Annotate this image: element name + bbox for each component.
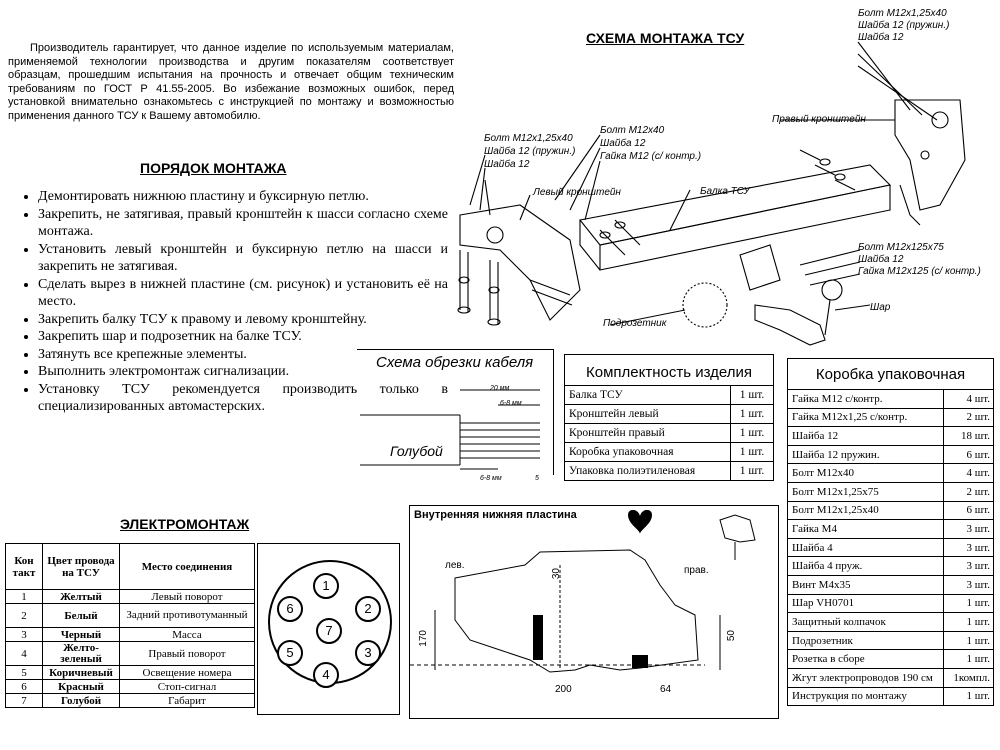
packing-item-qty: 6 шт.	[944, 445, 994, 464]
table-row	[788, 390, 994, 409]
pin-2: 2	[355, 596, 381, 622]
packing-item-name: Винт М4х35	[788, 575, 944, 594]
assembly-step: • Закрепить, не затягивая, правый кронштейн к шасси согласно схеме монтажа.	[38, 206, 448, 241]
plate-dim-64: 64	[660, 684, 672, 695]
electro-table	[5, 543, 255, 708]
table-row	[565, 424, 774, 443]
diagram-title: СХЕМА МОНТАЖА ТСУ	[586, 30, 745, 46]
table-row	[788, 687, 994, 706]
table-row	[788, 464, 994, 483]
pin-6: 6	[277, 596, 303, 622]
table-row	[788, 445, 994, 464]
table-row	[788, 631, 994, 650]
assembly-title: ПОРЯДОК МОНТАЖА	[140, 160, 287, 176]
plate-dim-30: 30	[551, 568, 562, 580]
table-row	[6, 666, 255, 680]
contact-number: 2	[6, 604, 43, 628]
packing-item-name: Розетка в сборе	[788, 650, 944, 669]
table-row	[788, 427, 994, 446]
contact-number: 4	[6, 642, 43, 666]
packing-item-qty: 2 шт.	[944, 482, 994, 501]
wire-color: Желто-зеленый	[43, 642, 120, 666]
packing-item-name: Шайба 4	[788, 538, 944, 557]
table-row	[788, 520, 994, 539]
contact-number: 1	[6, 590, 43, 604]
table-row	[6, 628, 255, 642]
label-ball: Шар	[870, 302, 891, 313]
kit-item-qty: 1 шт.	[731, 462, 774, 481]
label-top-right-1: Болт М12х1,25х40	[858, 8, 947, 19]
packing-item-qty: 1 шт.	[944, 650, 994, 669]
cable-drawing	[360, 375, 550, 475]
kit-title: Комплектность изделия	[565, 355, 774, 386]
label-right-bracket: Правый кронштейн	[772, 114, 866, 125]
kit-item-qty: 1 шт.	[731, 405, 774, 424]
header-contact: Кон такт	[6, 544, 43, 590]
packing-item-name: Болт М12х1,25х75	[788, 482, 944, 501]
assembly-step: • Установить левый кронштейн и буксирную петлю на шасси и закрепить не затягивая.	[38, 241, 448, 276]
label-left-group-3: Шайба 12	[484, 159, 530, 170]
table-row	[788, 408, 994, 427]
table-row	[788, 650, 994, 669]
header-place: Место соединения	[120, 544, 255, 590]
packing-item-name: Жгут электропроводов 190 см	[788, 668, 944, 687]
packing-item-qty: 1 шт.	[944, 631, 994, 650]
packing-item-name: Гайка М12х1,25 с/контр.	[788, 408, 944, 427]
label-left-group-2: Шайба 12 (пружин.)	[484, 146, 576, 157]
connection-place: Габарит	[120, 694, 255, 708]
kit-item-name: Балка ТСУ	[565, 386, 731, 405]
assembly-step: • Выполнить электромонтаж сигнализации.	[38, 363, 448, 381]
cable-scheme-title: Схема обрезки кабеля	[376, 354, 534, 371]
cable-dim-small: 5	[535, 475, 539, 482]
cable-wire-label: Голубой	[390, 443, 443, 459]
kit-item-name: Кронштейн правый	[565, 424, 731, 443]
assembly-step: • Сделать вырез в нижней пластине (см. рисунок) и установить её на место.	[38, 276, 448, 311]
packing-item-name: Шайба 4 пруж.	[788, 557, 944, 576]
wire-color: Желтый	[43, 590, 120, 604]
packing-title: Коробка упаковочная	[788, 359, 994, 390]
pin-7: 7	[316, 618, 342, 644]
table-row	[788, 501, 994, 520]
packing-item-name: Гайка М4	[788, 520, 944, 539]
contact-number: 5	[6, 666, 43, 680]
wire-color: Коричневый	[43, 666, 120, 680]
wire-color: Голубой	[43, 694, 120, 708]
header-color: Цвет провода на ТСУ	[43, 544, 120, 590]
label-bottom-right-2: Шайба 12	[858, 254, 904, 265]
connection-place: Правый поворот	[120, 642, 255, 666]
table-row	[565, 462, 774, 481]
packing-item-name: Подрозетник	[788, 631, 944, 650]
kit-item-qty: 1 шт.	[731, 443, 774, 462]
packing-item-qty: 6 шт.	[944, 501, 994, 520]
cable-dim-6-8-top: 6-8 мм	[500, 400, 522, 407]
kit-table	[564, 354, 774, 481]
label-top-right-3: Шайба 12	[858, 32, 904, 43]
packing-item-qty: 2 шт.	[944, 408, 994, 427]
packing-item-qty: 3 шт.	[944, 557, 994, 576]
assembly-step: • Демонтировать нижнюю пластину и буксирную петлю.	[38, 188, 448, 206]
connection-place: Стоп-сигнал	[120, 680, 255, 694]
kit-item-name: Коробка упаковочная	[565, 443, 731, 462]
kit-item-name: Кронштейн левый	[565, 405, 731, 424]
packing-item-qty: 4 шт.	[944, 464, 994, 483]
kit-item-name: Упаковка полиэтиленовая	[565, 462, 731, 481]
packing-item-qty: 1 шт.	[944, 687, 994, 706]
label-bottom-right-1: Болт М12х125х75	[858, 242, 944, 253]
plate-dim-50: 50	[726, 630, 737, 642]
table-row	[6, 642, 255, 666]
label-middle-group-2: Шайба 12	[600, 138, 646, 149]
contact-number: 6	[6, 680, 43, 694]
plate-dim-170: 170	[418, 630, 429, 647]
packing-item-qty: 4 шт.	[944, 390, 994, 409]
wire-color: Черный	[43, 628, 120, 642]
label-left-group-1: Болт М12х1,25х40	[484, 133, 573, 144]
table-row	[6, 604, 255, 628]
connection-place: Освещение номера	[120, 666, 255, 680]
label-bottom-right-3: Гайка М12х125 (с/ контр.)	[858, 266, 981, 277]
cable-dim-20: 20 мм	[490, 385, 510, 392]
table-row	[788, 538, 994, 557]
pin-4: 4	[313, 662, 339, 688]
packing-item-qty: 3 шт.	[944, 575, 994, 594]
plate-right-label: прав.	[684, 565, 709, 576]
label-socket-mount: Подрозетник	[603, 318, 667, 329]
wire-color: Красный	[43, 680, 120, 694]
pin-5: 5	[277, 640, 303, 666]
packing-item-qty: 3 шт.	[944, 538, 994, 557]
label-left-bracket: Левый кронштейн	[533, 187, 621, 198]
packing-item-name: Болт М12х40	[788, 464, 944, 483]
packing-item-name: Защитный колпачок	[788, 613, 944, 632]
packing-item-name: Шайба 12	[788, 427, 944, 446]
assembly-step: • Закрепить шар и подрозетник на балке ТСУ.	[38, 328, 448, 346]
table-row	[565, 443, 774, 462]
electro-title: ЭЛЕКТРОМОНТАЖ	[120, 516, 250, 532]
table-row	[788, 668, 994, 687]
contact-number: 3	[6, 628, 43, 642]
table-row	[6, 680, 255, 694]
table-row	[565, 405, 774, 424]
packing-table	[787, 358, 994, 706]
assembly-step: • Закрепить балку ТСУ к правому и левому кронштейну.	[38, 311, 448, 329]
table-row	[788, 482, 994, 501]
pin-1: 1	[313, 573, 339, 599]
table-row	[788, 575, 994, 594]
packing-item-qty: 1 шт.	[944, 594, 994, 613]
plate-left-label: лев.	[445, 560, 465, 571]
label-middle-group-1: Болт М12х40	[600, 125, 665, 136]
pin-3: 3	[355, 640, 381, 666]
packing-item-qty: 18 шт.	[944, 427, 994, 446]
contact-number: 7	[6, 694, 43, 708]
kit-item-qty: 1 шт.	[731, 424, 774, 443]
wire-color: Белый	[43, 604, 120, 628]
packing-item-name: Шайба 12 пружин.	[788, 445, 944, 464]
connection-place: Задний противотуманный	[120, 604, 255, 628]
connection-place: Масса	[120, 628, 255, 642]
plate-title: Внутренняя нижняя пластина	[414, 509, 577, 521]
packing-item-name: Шар VH0701	[788, 594, 944, 613]
kit-item-qty: 1 шт.	[731, 386, 774, 405]
table-row	[788, 557, 994, 576]
packing-item-qty: 1компл.	[944, 668, 994, 687]
plate-drawing	[410, 510, 776, 716]
table-row	[6, 590, 255, 604]
table-row	[565, 386, 774, 405]
cable-dim-6-8-bottom: 6-8 мм	[480, 475, 502, 482]
packing-item-name: Инструкция по монтажу	[788, 687, 944, 706]
table-row	[788, 613, 994, 632]
packing-item-qty: 3 шт.	[944, 520, 994, 539]
connection-place: Левый поворот	[120, 590, 255, 604]
warranty-text: Производитель гарантирует, что данное изделие по используемым материалам, применяемой технологии производства и другим показателям соответствует образцам, прошедшим испытания на прочность и отвечает общим техническим требованиям по ГОСТ Р 41.55-2005. Во избежание возможных ошибок, перед установкой внимательно ознакомьтесь с инструкцией по монтажу и возможностью применения данного ТСУ к Вашему автомобилю.	[8, 42, 454, 122]
label-top-right-2: Шайба 12 (пружин.)	[858, 20, 950, 31]
packing-item-name: Болт М12х1,25х40	[788, 501, 944, 520]
packing-item-name: Гайка М12 с/контр.	[788, 390, 944, 409]
assembly-step: • Затянуть все крепежные элементы.	[38, 346, 448, 364]
assembly-step: • Установку ТСУ рекомендуется производить только в специализированных автомастерских.	[38, 381, 448, 416]
packing-item-qty: 1 шт.	[944, 613, 994, 632]
table-row	[6, 694, 255, 708]
plate-dim-200: 200	[555, 684, 572, 695]
label-beam: Балка ТСУ	[700, 186, 750, 197]
table-row	[788, 594, 994, 613]
label-middle-group-3: Гайка М12 (с/ контр.)	[600, 151, 702, 162]
